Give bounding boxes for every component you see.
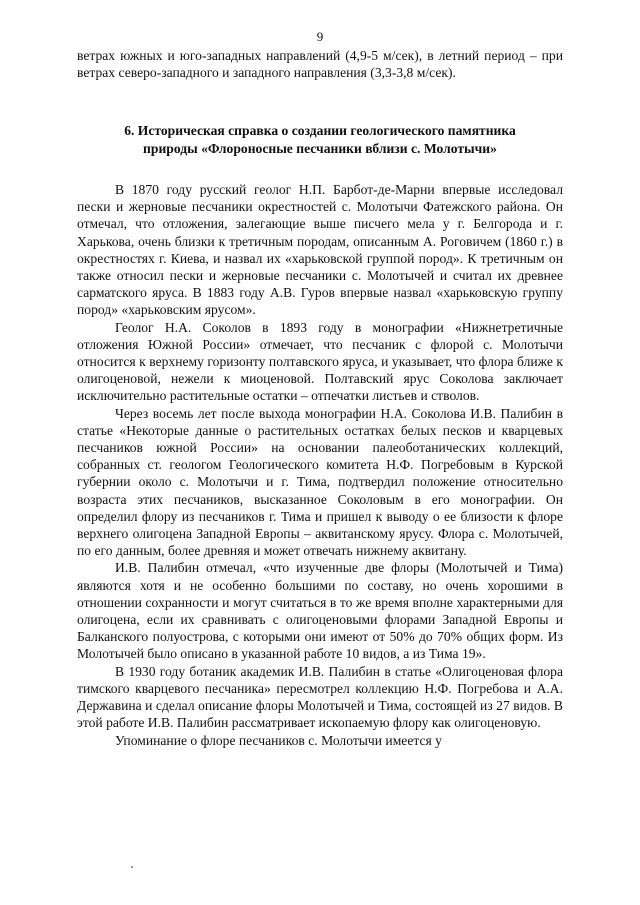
paragraph-4: И.В. Палибин отмечал, «что изученные две флоры (Молотычей и Тима) являются хотя и не особенно большими по составу, но очень хорошими в отношении сохранности и могут считаться в то же время вполне характерными для олигоцена, если их сравнивать с олигоценовыми флорами Западной Европы и Балканского полуострова, с которыми они имеют от 50% до 70% общих форм. Из Молотычей было описано в указанной работе 10 видов, а из Тима 19». [77,560,563,662]
paragraph-2: Геолог Н.А. Соколов в 1893 году в монографии «Нижнетретичные отложения Южной России» отмечает, что песчаник с флорой с. Молотычи относится к верхнему горизонту полтавского яруса, и указывает, что флора ближе к олигоценовой, нежели к миоценовой. Полтавский ярус Соколова заключает исключительно растительные остатки – отпечатки листьев и стволов. [77,319,563,404]
paragraph-5: В 1930 году ботаник академик И.В. Палибин в статье «Олигоценовая флора тимского кварцевого песчаника» пересмотрел коллекцию Н.Ф. Погребова и А.А. Державина и сделал описание флоры Молотычей и Тима, состоящей из 27 видов. В этой работе И.В. Палибин рассматривает ископаемую флору как олигоценовую. [77,663,563,731]
page-number: 9 [316,29,324,44]
paragraph-6: Упоминание о флоре песчаников с. Молотычи имеется у [115,732,442,748]
intro-paragraph: ветрах южных и юго-западных направлений (4,9-5 м/сек), в летний период – при ветрах северо-западного и западного направления (3,3-3,8 м/сек). [77,48,563,81]
section-heading-line-2: природы «Флороносные песчаники вблизи с. Молотычи» [143,140,497,156]
scan-speck [131,866,133,868]
section-body [77,181,563,749]
section-heading [90,122,550,157]
paragraph-3: Через восемь лет после выхода монографии Н.А. Соколова И.В. Палибин в статье «Некоторые данные о растительных остатках белых песков и кварцевых песчаников южной России» на основании палеоботанических коллекций, собранных ст. геологом Геологического комитета Н.Ф. Погребовым в Курской губернии около с. Молотычи и г. Тима, подтвердил положение относительно возраста этих песчаников, высказанное Соколовым в его монографии. Он определил флору из песчаников г. Тима и пришел к выводу о ее близости к флоре верхнего олигоцена Западной Европы – аквитанскому ярусу. Флора с. Молотычей, по его данным, более древняя и может отвечать нижнему аквитану. [77,405,563,559]
section-heading-line-1: 6. Историческая справка о создании геологического памятника [124,123,516,138]
paragraph-1: В 1870 году русский геолог Н.П. Барбот-де-Марни впервые исследовал пески и жерновые песчаники окрестностей с. Молотычи Фатежского района. Он отмечал, что отложения, залегающие выше писчего мела у г. Белгорода и г. Харькова, очень близки к третичным породам, описанным А. Роговичем (1860 г.) в окрестностях г. Киева, и назвал их «харьковской группой пород». К третичным он также относил пески и жерновые песчаники с. Молотычей и считал их древнее сарматского яруса. В 1883 году А.В. Гуров впервые назвал «харьковскую группу пород» «харьковским ярусом». [77,182,563,318]
